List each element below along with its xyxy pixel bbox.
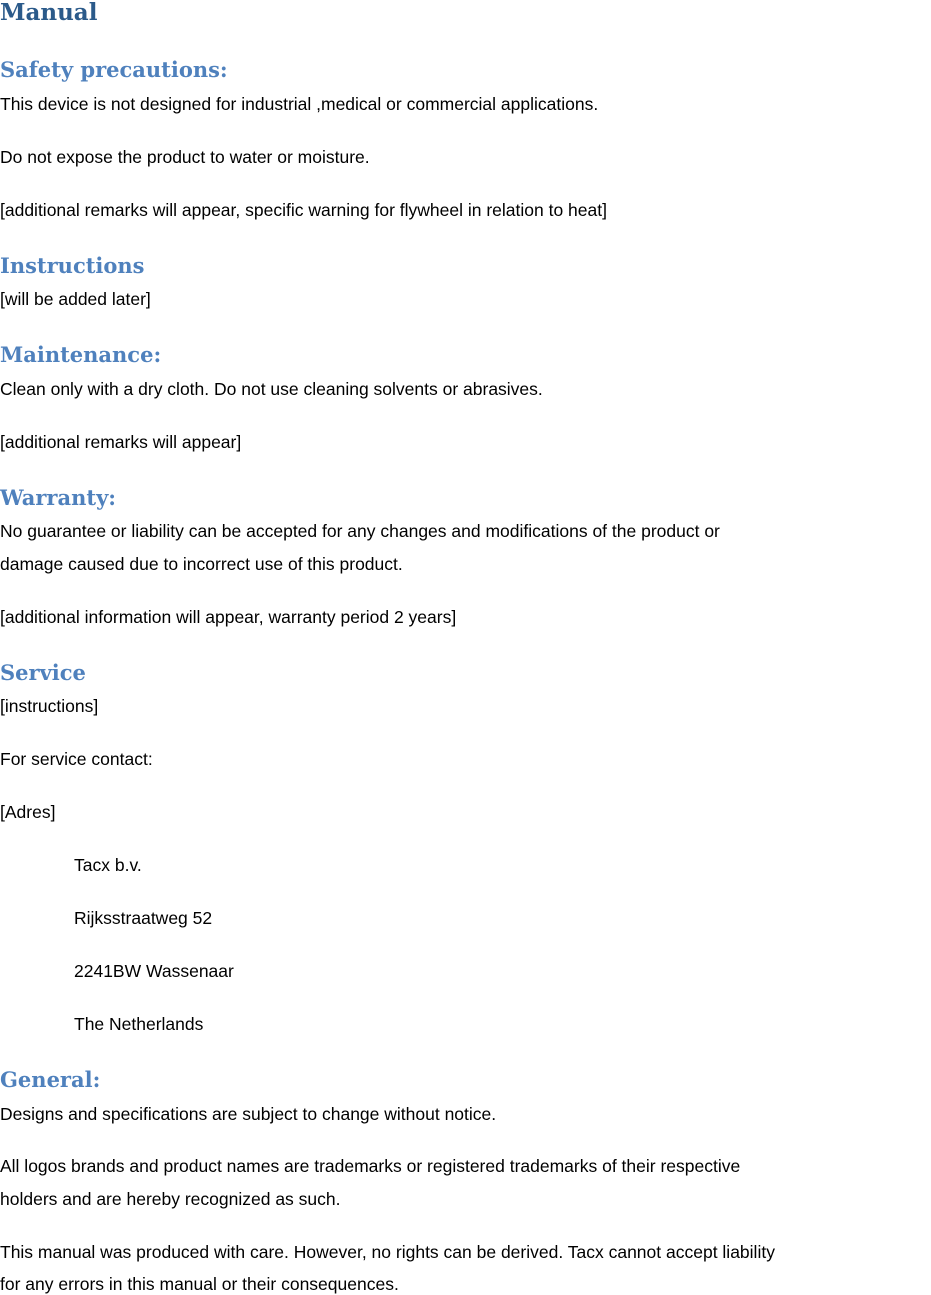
service-paragraph-3: [Adres] [0,802,56,822]
general-paragraph-1: Designs and specifications are subject to change without notice. [0,1104,497,1124]
general-paragraph-3-line-2: for any errors in this manual or their consequences. [0,1274,399,1294]
general-paragraph-2-line-2: holders and are hereby recognized as such. [0,1189,341,1209]
safety-paragraph-3: [additional remarks will appear, specific warning for flywheel in relation to heat] [0,200,607,220]
warranty-heading: Warranty: [0,485,117,510]
address-line-company: Tacx b.v. [74,855,142,875]
general-paragraph-2-line-1: All logos brands and product names are trademarks or registered trademarks of their respective [0,1156,741,1176]
instructions-paragraph-1: [will be added later] [0,289,151,309]
general-heading: General: [0,1067,101,1092]
warranty-paragraph-1-line-1: No guarantee or liability can be accepted for any changes and modifications of the product or [0,521,720,541]
maintenance-heading: Maintenance: [0,342,162,367]
address-line-country: The Netherlands [74,1014,204,1034]
warranty-paragraph-2: [additional information will appear, warranty period 2 years] [0,607,457,627]
page-title: Manual [0,0,98,26]
address-line-street: Rijksstraatweg 52 [74,908,213,928]
maintenance-paragraph-2: [additional remarks will appear] [0,432,242,452]
safety-paragraph-1: This device is not designed for industrial ,medical or commercial applications. [0,94,599,114]
address-line-city: 2241BW Wassenaar [74,961,234,981]
maintenance-paragraph-1: Clean only with a dry cloth. Do not use cleaning solvents or abrasives. [0,379,543,399]
service-paragraph-1: [instructions] [0,696,99,716]
general-paragraph-3-line-1: This manual was produced with care. However, no rights can be derived. Tacx cannot accept liability [0,1242,775,1262]
service-heading: Service [0,660,86,685]
instructions-heading: Instructions [0,253,145,278]
safety-heading: Safety precautions: [0,57,228,82]
service-paragraph-2: For service contact: [0,749,153,769]
warranty-paragraph-1-line-2: damage caused due to incorrect use of this product. [0,554,403,574]
safety-paragraph-2: Do not expose the product to water or moisture. [0,147,370,167]
